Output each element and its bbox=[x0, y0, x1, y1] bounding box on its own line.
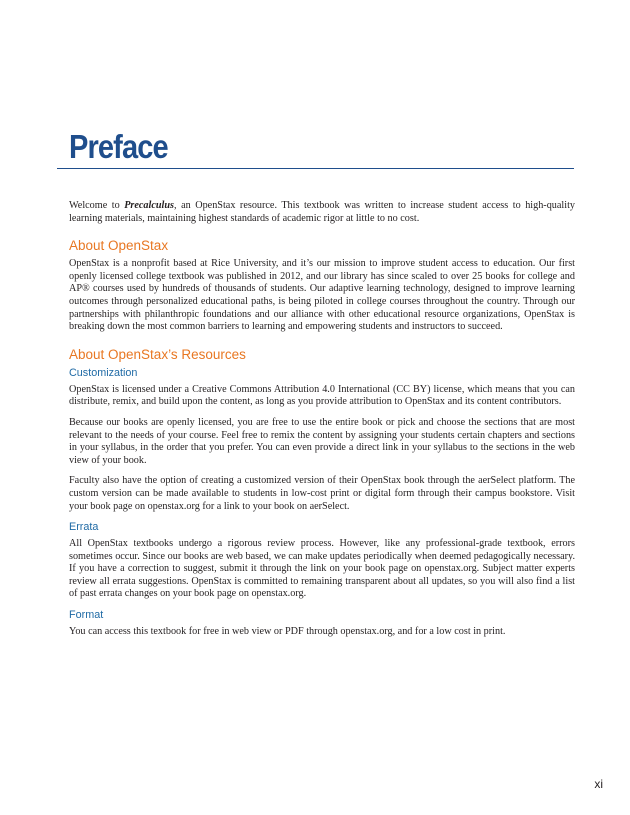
page-title: Preface bbox=[69, 128, 168, 165]
customization-paragraph-3: Faculty also have the option of creating a customized version of their OpenStax book through the aerSelect platform. The custom version can be made available to students in low-cost print or digital form through their campus bookstore. Visit your book page on openstax.org for a link to your book on aerSelect. bbox=[69, 475, 575, 512]
customization-heading: Customization bbox=[69, 366, 138, 379]
format-paragraph: You can access this textbook for free in web view or PDF through openstax.org, and for a low cost in print. bbox=[69, 626, 506, 638]
about-openstax-paragraph: OpenStax is a nonprofit based at Rice University, and it’s our mission to improve student access to education. Our first openly licensed college textbook was published in 2012, and our library has since scaled to over 25 books for college and AP® courses used by hundreds of thousands of students. Our adaptive learning technology, designed to improve learning outcomes through personalized educational paths, is being piloted in college courses throughout the country. Through our partnerships with philanthropic foundations and our alliance with other educational resource organizations, OpenStax is breaking down the most common barriers to learning and empowering students and instructors to succeed. bbox=[69, 258, 575, 333]
intro-paragraph bbox=[69, 200, 575, 225]
resources-heading: About OpenStax’s Resources bbox=[69, 346, 246, 362]
customization-paragraph-2: Because our books are openly licensed, you are free to use the entire book or pick and choose the sections that are most relevant to the needs of your course. Feel free to remix the content by assigning your students certain chapters and sections in your syllabus, in the order that you prefer. You can even provide a direct link in your syllabus to the sections in the web view of your book. bbox=[69, 416, 575, 466]
title-divider bbox=[57, 168, 574, 169]
intro-text-before: Welcome to bbox=[69, 200, 125, 211]
format-heading: Format bbox=[69, 609, 104, 622]
customization-paragraph-1: OpenStax is licensed under a Creative Commons Attribution 4.0 International (CC BY) license, which means that you can distribute, remix, and build upon the content, as long as you provide attribution to OpenStax and its content contributors. bbox=[69, 383, 575, 408]
errata-heading: Errata bbox=[69, 521, 99, 534]
about-openstax-heading: About OpenStax bbox=[69, 238, 169, 254]
intro-text-after: , an OpenStax resource. This textbook was written to increase student access to high-quality learning materials, maintaining highest standards of academic rigor at little to no cost. bbox=[69, 200, 575, 224]
page-number: xi bbox=[594, 777, 603, 791]
book-title: Precalculus bbox=[124, 200, 175, 211]
page-content bbox=[69, 200, 575, 647]
errata-paragraph: All OpenStax textbooks undergo a rigorous review process. However, like any professional-grade textbook, errors sometimes occur. Since our books are web based, we can make updates periodically when deemed pedagogically necessary. If you have a correction to suggest, submit it through the link on your book page on openstax.org. Subject matter experts review all errata suggestions. OpenStax is committed to remaining transparent about all updates, so you will also find a list of past errata changes on your book page on openstax.org. bbox=[69, 538, 575, 600]
